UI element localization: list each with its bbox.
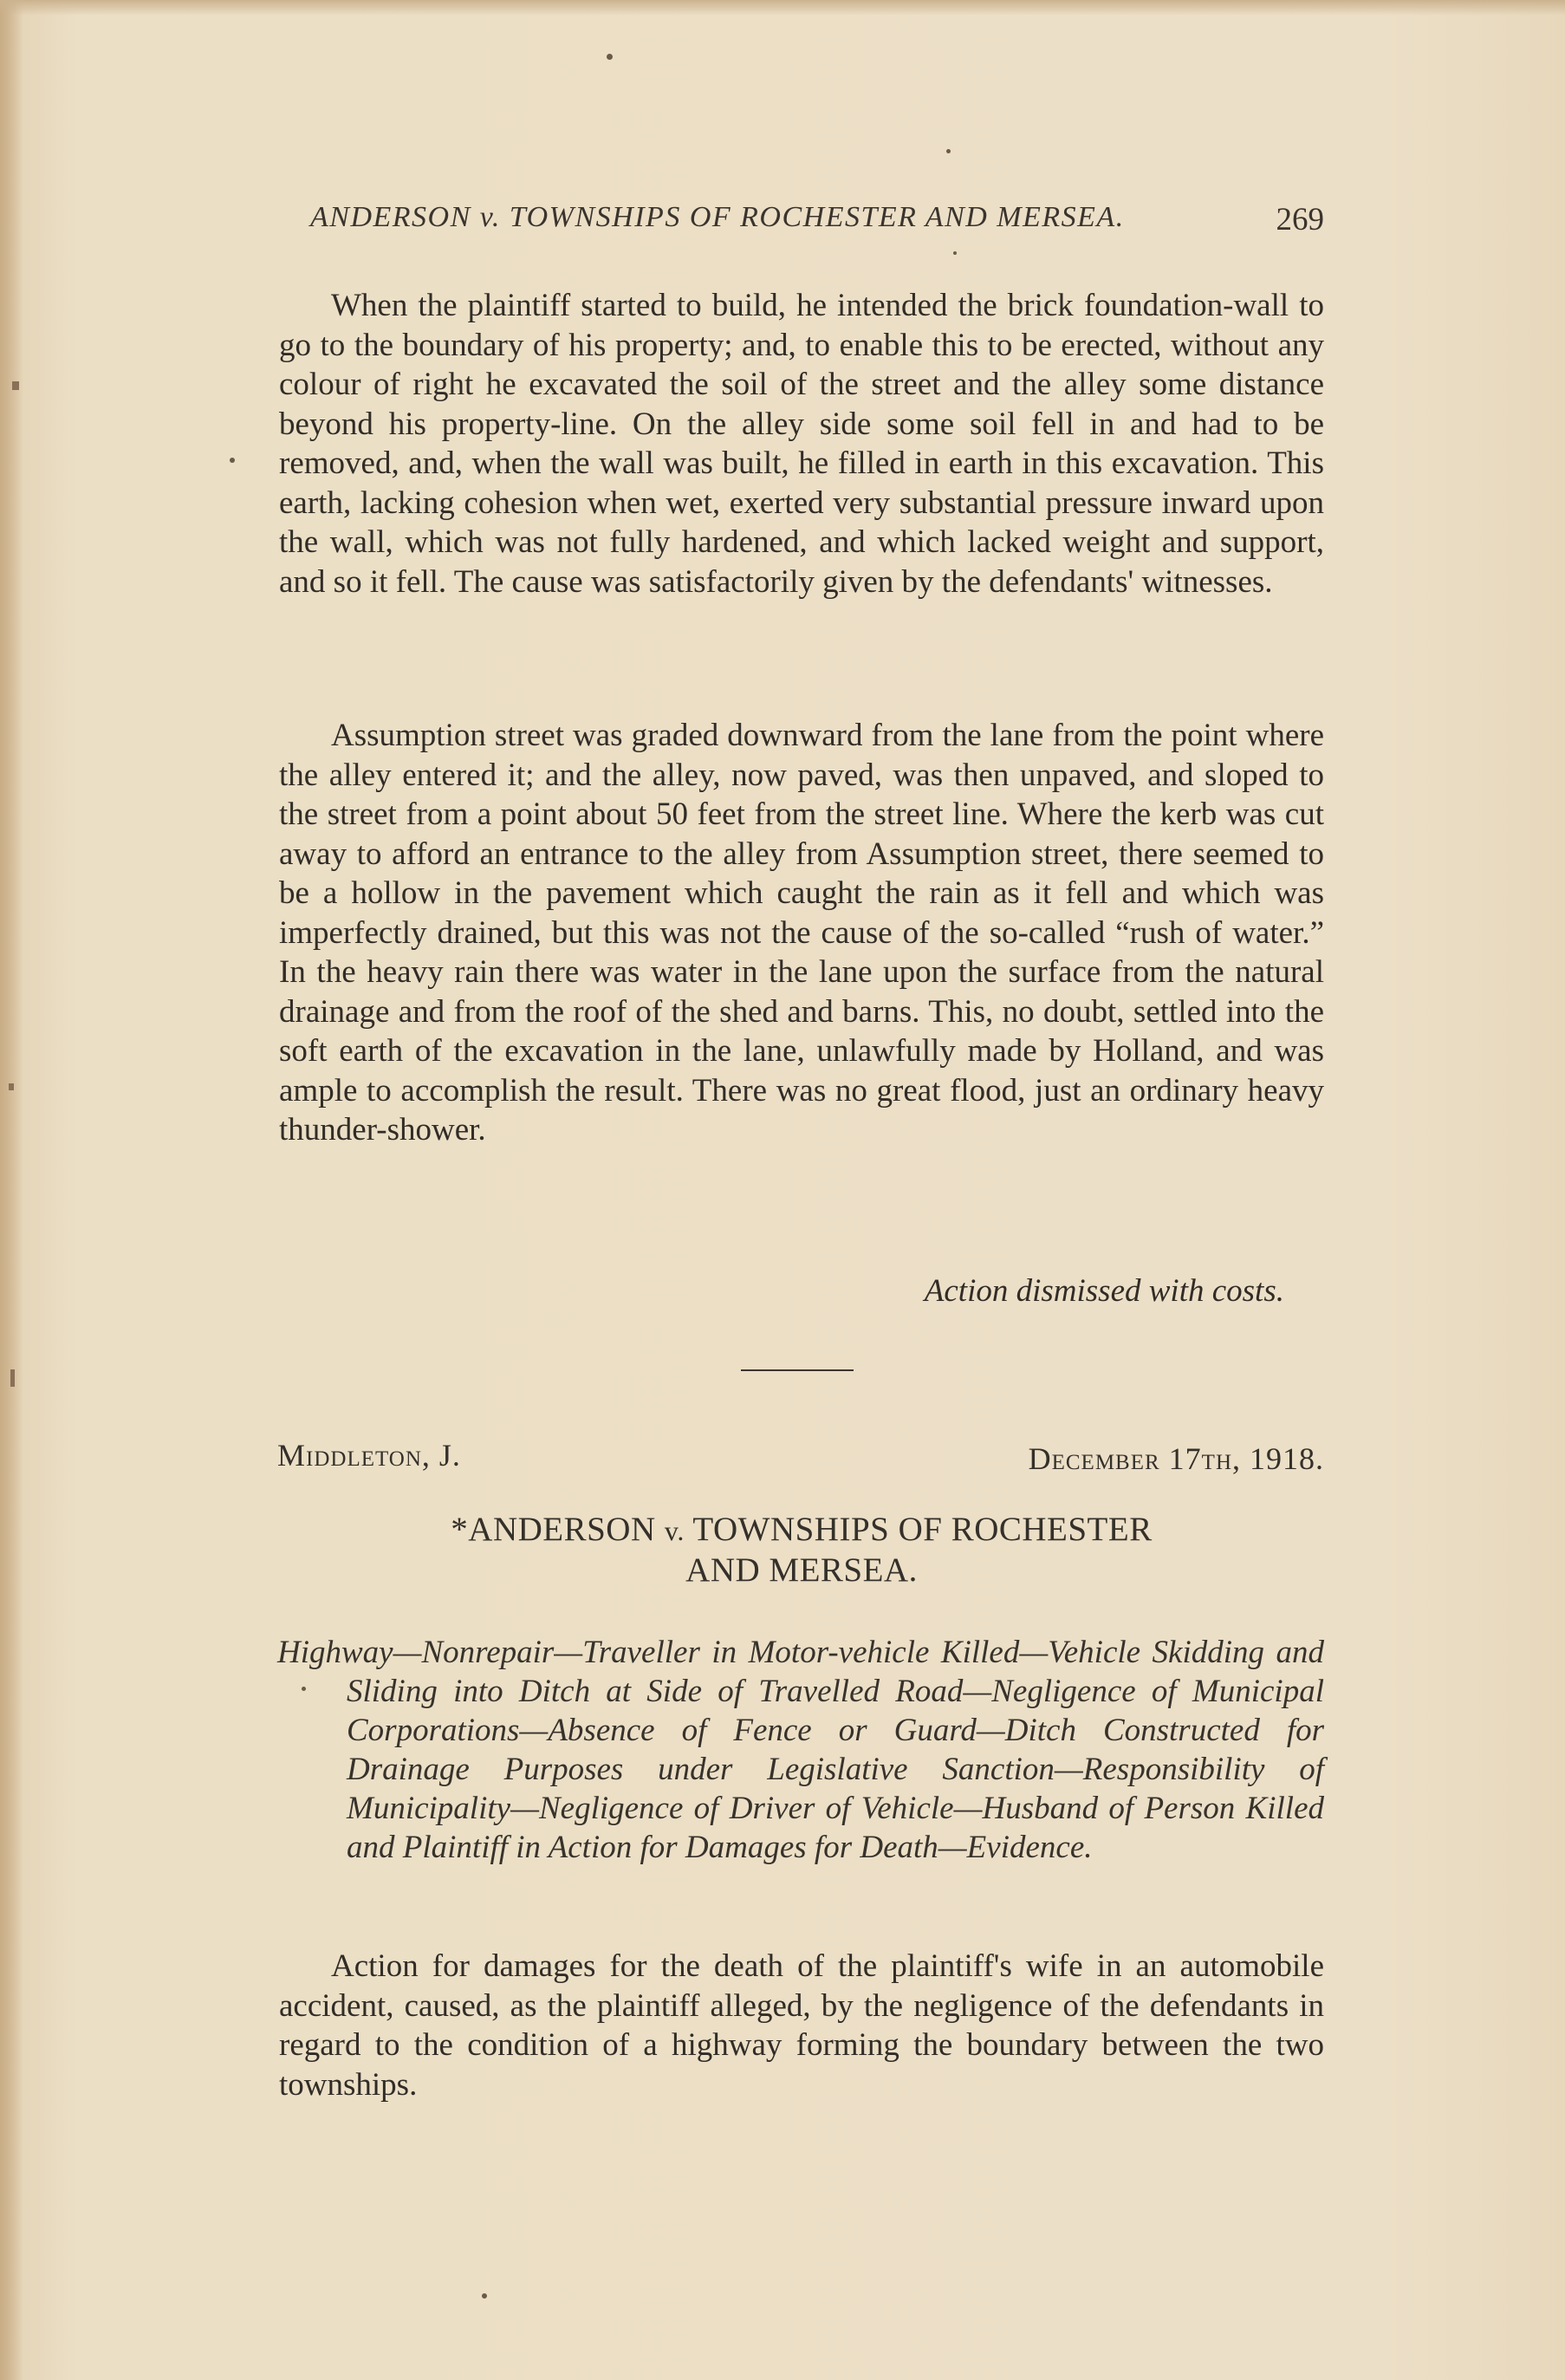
case-title-line-1 [279, 1510, 1324, 1551]
case-title-line-2: AND MERSEA. [685, 1551, 918, 1589]
paragraph-text: Assumption street was graded downward from the lane from the point where the alley entered it; and the alley, now paved, was then unpaved, and sloped to the street from a point about 50 feet from the street line. Where the kerb was cut away to afford an entrance to the alley from Assumption street, there seemed to be a hollow in the pavement which caught the rain as it fell and which was imperfectly drained, but this was not the cause of the so-called “rush of water.” In the heavy rain there was water in the lane upon the surface from the natural drainage and from the roof of the shed and barns. This, no doubt, settled into the soft earth of the excavation in the lane, unlawfully made by Holland, and was ample to accomplish the result. There was no great flood, just an ordinary heavy thunder-shower. [279, 718, 1324, 1148]
margin-mark [12, 381, 19, 390]
judge-name: Middleton, J. [277, 1438, 461, 1473]
case-title-defendants: TOWNSHIPS OF ROCHESTER [692, 1511, 1153, 1548]
headnote: Highway—Nonrepair—Traveller in Motor-vehicle Killed—Vehicle Skidding and Sliding into Ditch at Side of Travelled Road—Negligence of Municipal Corporations—Absence of Fence or Guard—Ditch Constructed for Drainage Purposes under Legislative Sanction—Responsibility of Municipality—Negligence of Driver of Vehicle—Husband of Person Killed and Plaintiff in Action for Damages for Death—Evidence. [277, 1635, 1324, 1865]
paper-speck [946, 149, 951, 153]
paper-speck [953, 251, 957, 255]
section-separator-rule [741, 1369, 854, 1371]
paragraph-text: When the plaintiff started to build, he intended the brick foundation-wall to go to the boundary of his property; and, to enable this to be erected, without any colour of right he excavated the soil of the street and the alley some distance beyond his property-line. On the alley side some soil fell in and had to be removed, and, when the wall was built, he filled in earth in this excavation. This earth, lacking cohesion when wet, exerted very substantial pressure inward upon the wall, which was not fully hardened, and which lacked weight and support, and so it fell. The cause was satisfactorily given by the defendants' witnesses. [279, 288, 1324, 600]
judgment-date: December 17th, 1918. [1028, 1441, 1324, 1476]
case-title-versus: v. [664, 1515, 685, 1546]
running-head-title: ANDERSON v. TOWNSHIPS OF ROCHESTER AND MERSEA. [310, 201, 1125, 233]
margin-mark [9, 1083, 14, 1090]
paper-speck [482, 2293, 487, 2299]
page-edge-shadow-top [0, 0, 1565, 16]
paper-speck [607, 54, 613, 60]
case-disposition: Action dismissed with costs. [924, 1273, 1284, 1309]
paragraph-foundation-wall [279, 286, 1324, 602]
page-number: 269 [1276, 202, 1324, 237]
page-edge-shadow-left [0, 0, 23, 2380]
paragraph-text: Action for damages for the death of the plaintiff's wife in an automobile accident, caused, as the plaintiff alleged, by the negligence of the defendants in regard to the condition of a highway forming the boundary between the two townships. [279, 1948, 1324, 2103]
paragraph-action-for-damages [279, 1947, 1324, 2104]
running-head [310, 201, 1324, 237]
case-title [279, 1510, 1324, 1590]
margin-mark [10, 1369, 15, 1387]
case-title-plaintiff: *ANDERSON [451, 1511, 656, 1548]
paragraph-assumption-street [279, 716, 1324, 1150]
paper-speck [230, 458, 235, 463]
